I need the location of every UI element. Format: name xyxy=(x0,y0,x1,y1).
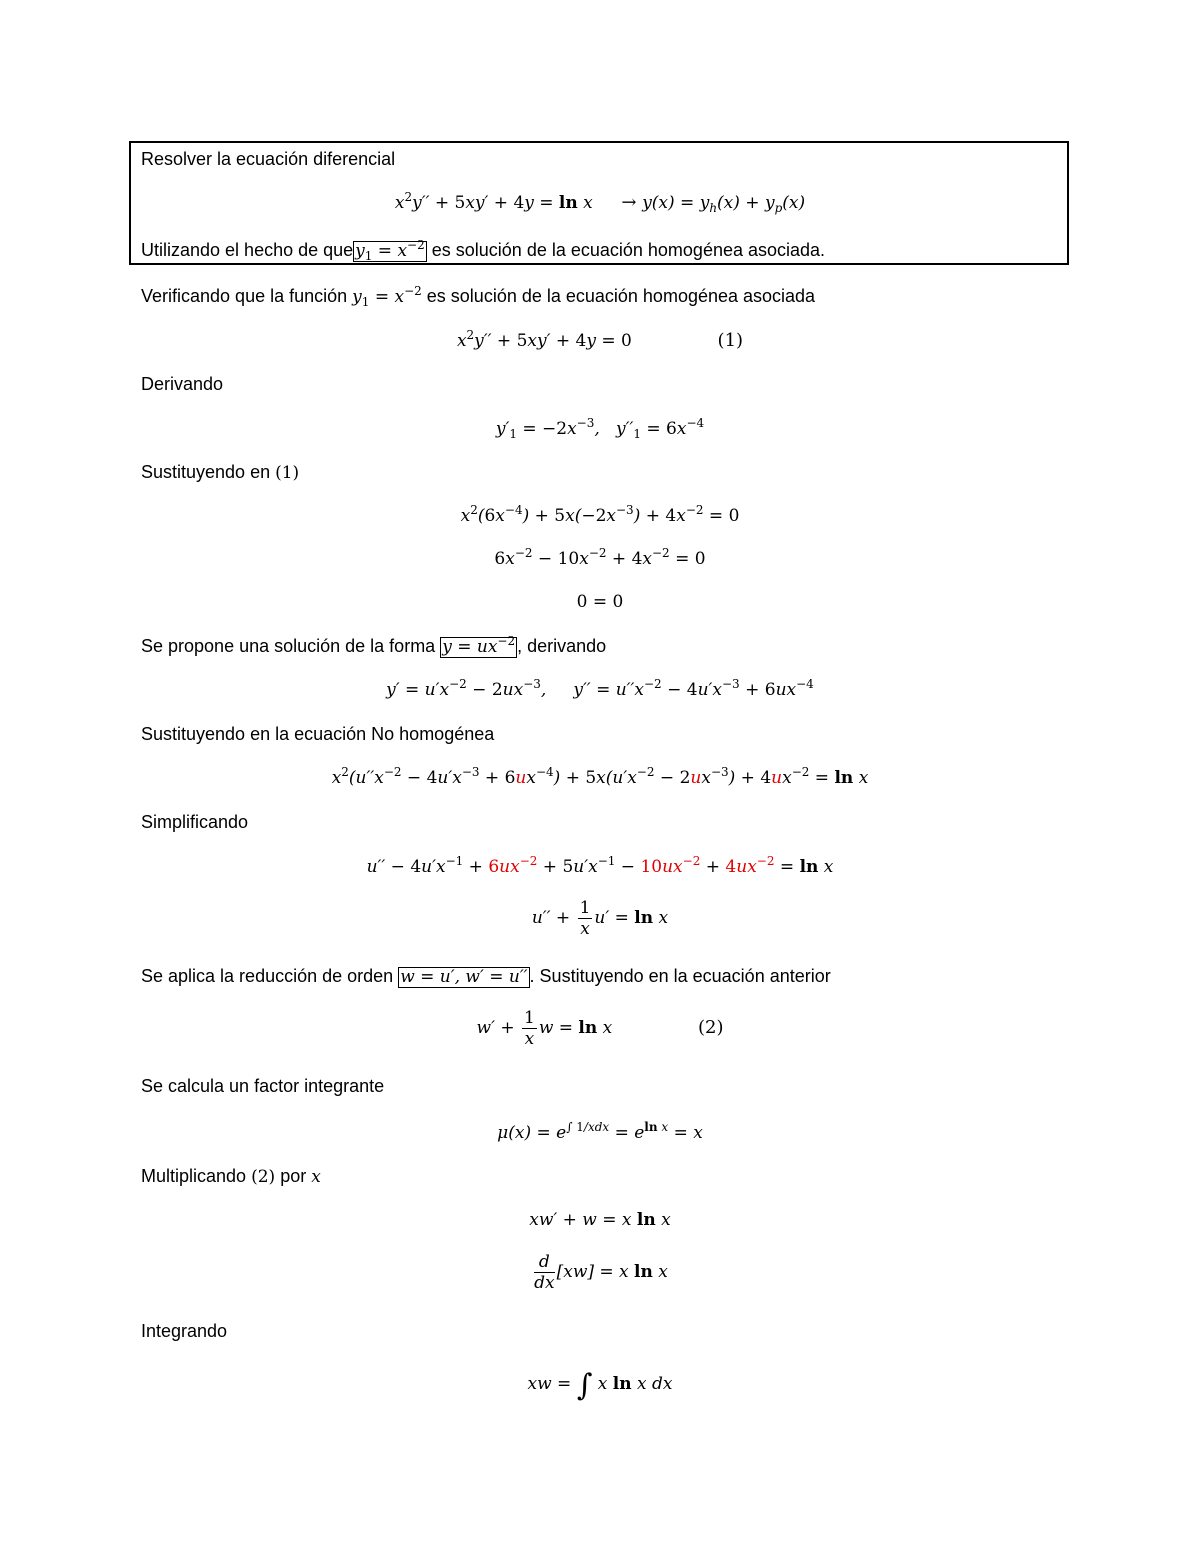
reduccion-before: Se aplica la reducción de orden xyxy=(141,966,394,986)
eq-ref-2: (2) xyxy=(251,1167,276,1187)
multiplicando-before: Multiplicando xyxy=(141,1166,247,1186)
sustituyendo-label: Sustituyendo en xyxy=(141,462,271,482)
derivative-form: $\frac{d}{dx}$ [xw] = x ln x xyxy=(534,1252,668,1293)
first-order-equation: w′ + $\frac{1}{x}$ w = ln x (2) xyxy=(476,1008,724,1049)
boxed-y1: $y_1 = x^{-2}$ xyxy=(355,238,425,263)
verify-text: Verificando que la función xyxy=(141,286,348,306)
reduced-u-equation: u′′ + $\frac{1}{x}$ u′ = ln x xyxy=(531,898,669,939)
derivando-label: Derivando xyxy=(141,374,224,394)
sustituyendo-line xyxy=(141,461,299,484)
eq-ref-1: (1) xyxy=(275,463,300,483)
hint-after: es solución de la ecuación homogénea asociada. xyxy=(431,240,826,260)
boxed-w-substitution: w = u′, w′ = u′′ xyxy=(400,967,528,987)
hint-before: Utilizando el hecho de que xyxy=(141,240,354,260)
homogeneous-equation: $x^2y'' + 5xy' + 4y = 0$ (1) xyxy=(456,328,744,351)
integrating-factor: $\mu(x) = e^{\int 1/xdx} = e^{ln x} = x$ xyxy=(497,1120,703,1143)
simplificando-label: Simplificando xyxy=(141,812,249,832)
multiplicando-line: Multiplicando (2) por x xyxy=(141,1166,321,1187)
factor-label: Se calcula un factor integrante xyxy=(141,1076,385,1096)
integrando-label: Integrando xyxy=(141,1321,228,1341)
derivatives-y1: $y'_1 = -2x^{-3}$, $y''_1 = 6x^{-4}$ xyxy=(495,416,705,441)
problem-title: Resolver la ecuación diferencial xyxy=(141,149,396,169)
reduccion-line xyxy=(141,965,831,988)
substitution-step-2: $6x^{-2} - 10x^{-2} + 4x^{-2} = 0$ xyxy=(494,546,706,569)
verify-after: es solución de la ecuación homogénea asociada xyxy=(426,286,816,306)
problem-equation: $x^2y'' + 5xy' + 4y = \ln x$ → $y(x) = y_h(x) + y_p(x)$ xyxy=(394,190,806,215)
eq-label-2: (2) xyxy=(697,1017,724,1038)
multiplicando-mid: por xyxy=(280,1166,307,1186)
reduccion-after: . Sustituyendo en la ecuación anterior xyxy=(529,966,831,986)
substitution-step-3: 0 = 0 xyxy=(576,592,624,612)
substitution-step-1: $x^2(6x^{-4}) + 5x(-2x^{-3}) + 4x^{-2} = 0$ xyxy=(460,503,740,526)
integral-equation: xw = ∫ x ln x dx xyxy=(527,1368,673,1403)
verify-line: Verificando que la función $y_1 = x^{-2}$ es solución de la ecuación homogénea asociada xyxy=(141,284,816,309)
simplified-equation: $u'' - 4u'x^{-1} + 6ux^{-2} + 5u'x^{-1} - 10ux^{-2} + 4ux^{-2} = \ln x$ xyxy=(366,854,834,877)
sust-no-homog-label: Sustituyendo en la ecuación No homogénea xyxy=(141,724,495,744)
problem-hint xyxy=(141,239,825,262)
non-homogeneous-substitution: $x^2(u''x^{-2} - 4u'x^{-3} + 6ux^{-4}) + 5x(u'x^{-2} - 2ux^{-3}) + 4ux^{-2} = \ln x$ xyxy=(331,765,869,788)
eq-label-1: (1) xyxy=(717,330,744,351)
propone-line xyxy=(141,635,606,658)
multiplied-equation: xw′ + w = x ln x xyxy=(529,1210,671,1230)
propone-after: , derivando xyxy=(517,636,607,656)
derivatives-y: $y' = u'x^{-2} - 2ux^{-3}$, $y'' = u''x^{-2} - 4u'x^{-3} + 6ux^{-4}$ xyxy=(386,677,814,700)
propone-before: Se propone una solución de la forma xyxy=(141,636,436,656)
boxed-y-ux: $y = ux^{-2}$ xyxy=(442,634,516,657)
